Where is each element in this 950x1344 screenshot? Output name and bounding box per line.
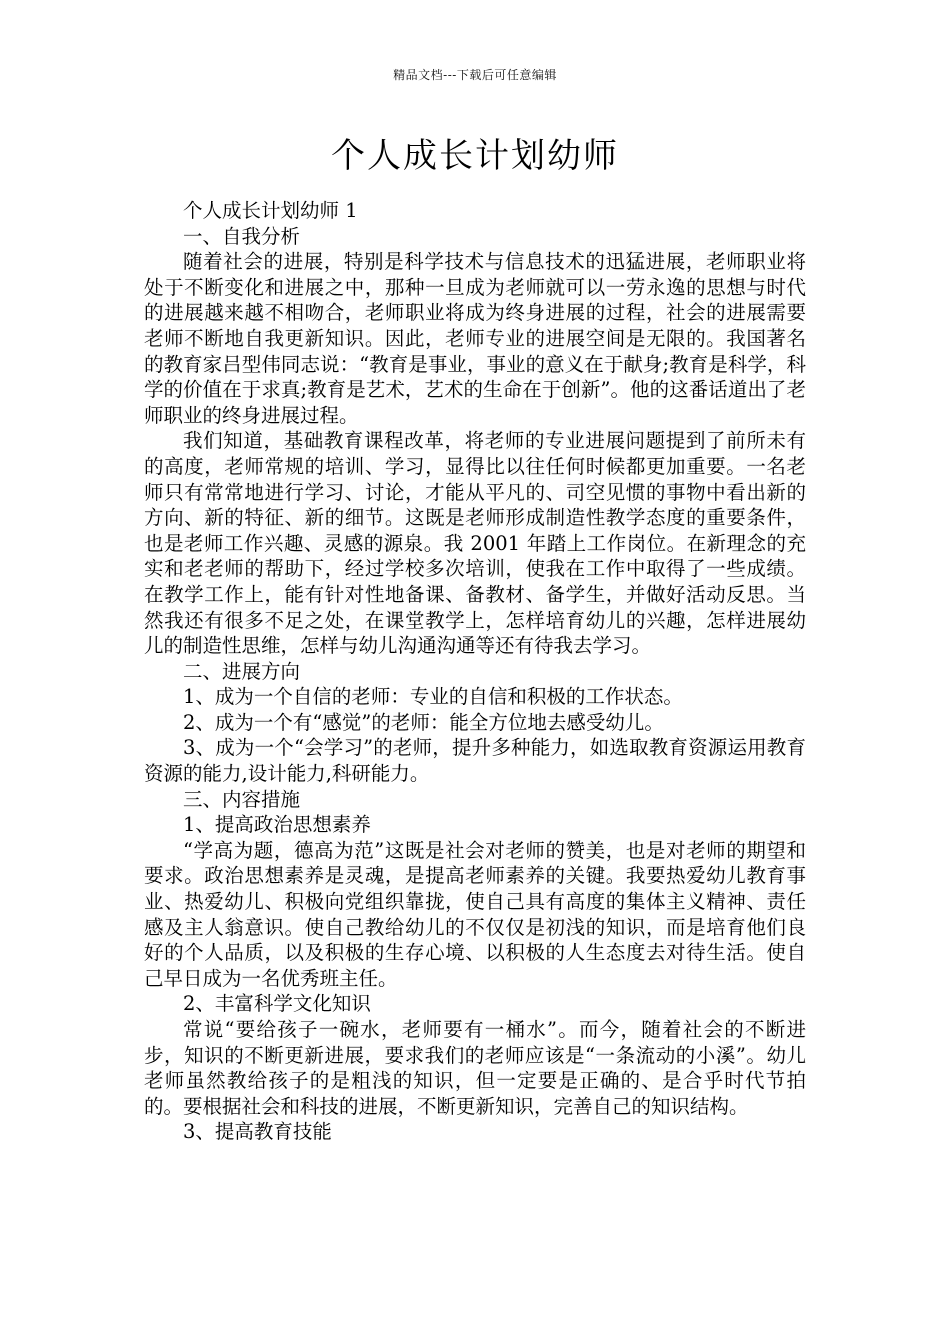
list-item: 2、成为一个有“感觉”的老师：能全方位地去感受幼儿。 <box>183 710 664 734</box>
document-title: 个人成长计划幼师 <box>331 136 619 176</box>
section-heading-self-analysis: 一、自我分析 <box>183 224 301 248</box>
body-paragraph: 随着社会的进展，特别是科学技术与信息技术的迅猛进展，老师职业将处于不断变化和进展之中，那种一旦成为老师就可以一劳永逸的思想与时代的进展越来越不相吻合，老师职业将成为终身进展的过程，社会的进展需要老师不断地自我更新知识。因此，老师专业的进展空间是无限的。我国著名的教育家吕型伟同志说：“教育是事业，事业的意义在于献身;教育是科学，科学的价值在于求真;教育是艺术，艺术的生命在于创新”。他的这番话道出了老师职业的终身进展过程。 <box>144 250 806 427</box>
body-paragraph: 我们知道，基础教育课程改革，将老师的专业进展问题提到了前所未有的高度，老师常规的培训、学习，显得比以往任何时候都更加重要。一名老师只有常常地进行学习、讨论，才能从平凡的、司空见惯的事物中看出新的方向、新的特征、新的细节。这既是老师形成制造性教学态度的重要条件，也是老师工作兴趣、灵感的源泉。我 2001 年踏上工作岗位。在新理念的充实和老老师的帮助下，经过学校多次培训，使我在工作中取得了一些成绩。在教学工作上，能有针对性地备课、备教材、备学生，并做好活动反思。当然我还有很多不足之处，在课堂教学上，怎样培育幼儿的兴趣，怎样进展幼儿的制造性思维，怎样与幼儿沟通沟通等还有待我去学习。 <box>144 429 806 658</box>
document-body <box>144 198 806 1145</box>
subheading: 1、提高政治思想素养 <box>183 813 371 837</box>
section-heading-direction: 二、进展方向 <box>183 659 301 683</box>
subheading: 3、提高教育技能 <box>183 1120 332 1144</box>
section-heading-measures: 三、内容措施 <box>183 787 301 811</box>
list-item: 1、成为一个自信的老师：专业的自信和积极的工作状态。 <box>183 685 683 709</box>
body-paragraph: “学高为题，德高为范”这既是社会对老师的赞美，也是对老师的期望和要求。政治思想素养是灵魂，是提高老师素养的关键。我要热爱幼儿教育事业、热爱幼儿、积极向党组织靠拢，使自己具有高度的集体主义精神、责任感及主人翁意识。使自己教给幼儿的不仅仅是初浅的知识，而是培育他们良好的个人品质，以及积极的生存心境、以积极的人生态度去对待生活。使自己早日成为一名优秀班主任。 <box>144 838 806 990</box>
body-paragraph: 常说“要给孩子一碗水，老师要有一桶水”。而今，随着社会的不断进步，知识的不断更新进展，要求我们的老师应该是“一条流动的小溪”。幼儿老师虽然教给孩子的是粗浅的知识，但一定要是正确的、是合乎时代节拍的。要根据社会和科技的进展，不断更新知识，完善自己的知识结构。 <box>144 1018 806 1118</box>
list-item: 3、成为一个“会学习”的老师，提升多种能力，如选取教育资源运用教育资源的能力,设计能力,科研能力。 <box>144 736 806 786</box>
subheading: 2、丰富科学文化知识 <box>183 992 371 1016</box>
header-note: 精品文档---下载后可任意编辑 <box>393 68 557 82</box>
subtitle-paragraph: 个人成长计划幼师 1 <box>183 199 358 222</box>
